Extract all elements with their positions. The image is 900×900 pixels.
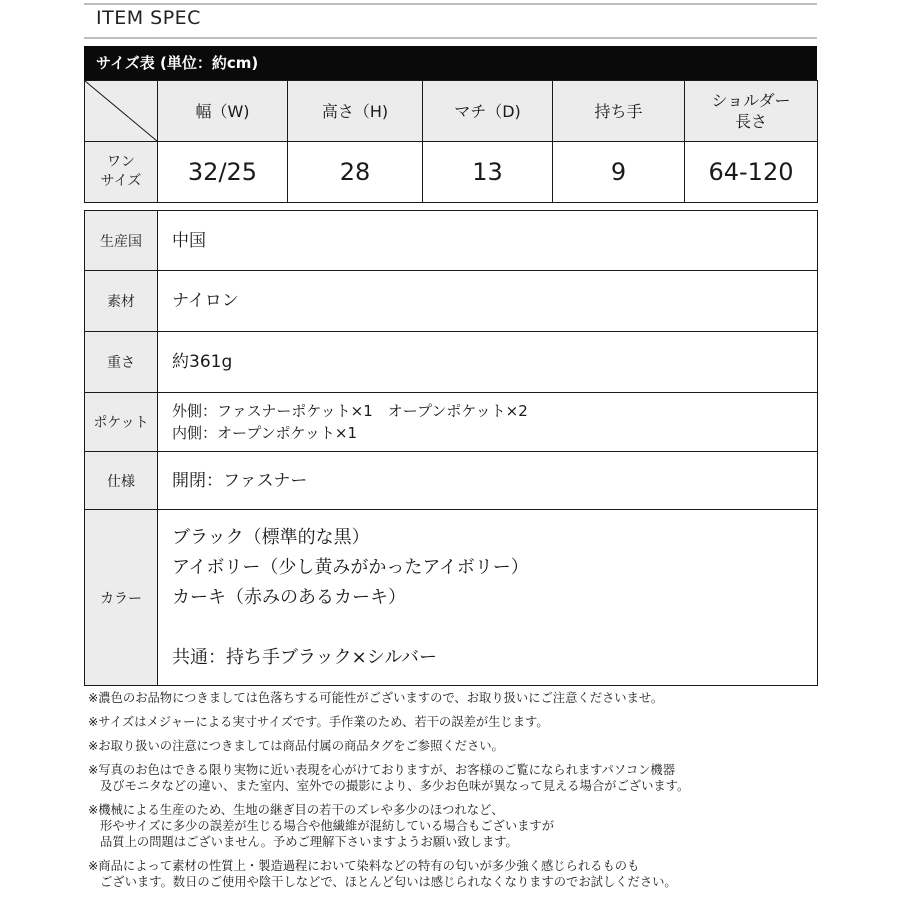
column-header-depth: マチ（D): [423, 81, 553, 142]
column-header-width: 幅（W): [158, 81, 288, 142]
note: ※濃色のお品物につきましては色落ちする可能性がございますので、お取り扱いにご注意くださいませ。: [88, 691, 664, 705]
header-bottom-rule: [84, 37, 817, 39]
spec-label: 仕様: [85, 452, 158, 510]
spec-label: 生産国: [85, 211, 158, 271]
spec-value: ブラック（標準的な黒） アイボリー（少し黄みがかったアイボリー） カーキ（赤みのあるカーキ） 共通：持ち手ブラック×シルバー: [158, 510, 818, 686]
value-depth: 13: [423, 142, 553, 203]
row-header-one-size: ワン サイズ: [85, 142, 158, 203]
diagonal-line: [85, 81, 157, 141]
spec-label: 重さ: [85, 332, 158, 393]
spec-row-country: [85, 211, 818, 271]
note: ※サイズはメジャーによる実寸サイズです。手作業のため、若干の誤差が生じます。: [88, 715, 549, 729]
value-height: 28: [288, 142, 423, 203]
spec-value: ナイロン: [158, 271, 818, 332]
size-table-header-row: [85, 81, 818, 142]
note: ※お取り扱いの注意につきましては商品付属の商品タグをご参照ください。: [88, 739, 504, 753]
size-table-value-row: [85, 142, 818, 203]
spec-value: 外側：ファスナーポケット×1 オープンポケット×2 内側：オープンポケット×1: [158, 393, 818, 452]
notes: [88, 690, 813, 898]
spec-row-pockets: [85, 393, 818, 452]
size-table-title: サイズ表 (単位：約cm): [84, 46, 817, 80]
note: ※写真のお色はできる限り実物に近い表現を心がけておりますが、お客様のご覧になられますパソコン機器 及びモニタなどの違い、また室内、室外での撮影により、多少お色味が異なって見える場合がございます。: [88, 763, 690, 793]
spec-row-weight: [85, 332, 818, 393]
spec-table: [84, 210, 818, 686]
column-header-height: 高さ（H): [288, 81, 423, 142]
value-handle: 9: [553, 142, 685, 203]
header-top-rule: [84, 3, 817, 5]
spec-value: 約361g: [158, 332, 818, 393]
column-header-shoulder-length: ショルダー 長さ: [685, 81, 818, 142]
spec-value: 開閉：ファスナー: [158, 452, 818, 510]
spec-label: 素材: [85, 271, 158, 332]
size-table: [84, 80, 818, 203]
value-shoulder-length: 64-120: [685, 142, 818, 203]
spec-label: ポケット: [85, 393, 158, 452]
column-header-handle: 持ち手: [553, 81, 685, 142]
spec-label: カラー: [85, 510, 158, 686]
note: ※商品によって素材の性質上・製造過程において染料などの特有の匂いが多少強く感じられるものも ございます。数日のご使用や陰干しなどで、ほとんど匂いは感じられなくなりますのでお試しください。: [88, 859, 677, 889]
spec-row-material: [85, 271, 818, 332]
value-width: 32/25: [158, 142, 288, 203]
spec-value: 中国: [158, 211, 818, 271]
size-table-corner-cell: [85, 81, 158, 142]
section-title: ITEM SPEC: [96, 7, 201, 29]
spec-row-colors: [85, 510, 818, 686]
spec-row-features: [85, 452, 818, 510]
note: ※機械による生産のため、生地の継ぎ目の若干のズレや多少のほつれなど、 形やサイズに多少の誤差が生じる場合や他繊維が混紡している場合もございますが 品質上の問題はございません。予めご理解下さいますようお願い致します。: [88, 803, 555, 849]
